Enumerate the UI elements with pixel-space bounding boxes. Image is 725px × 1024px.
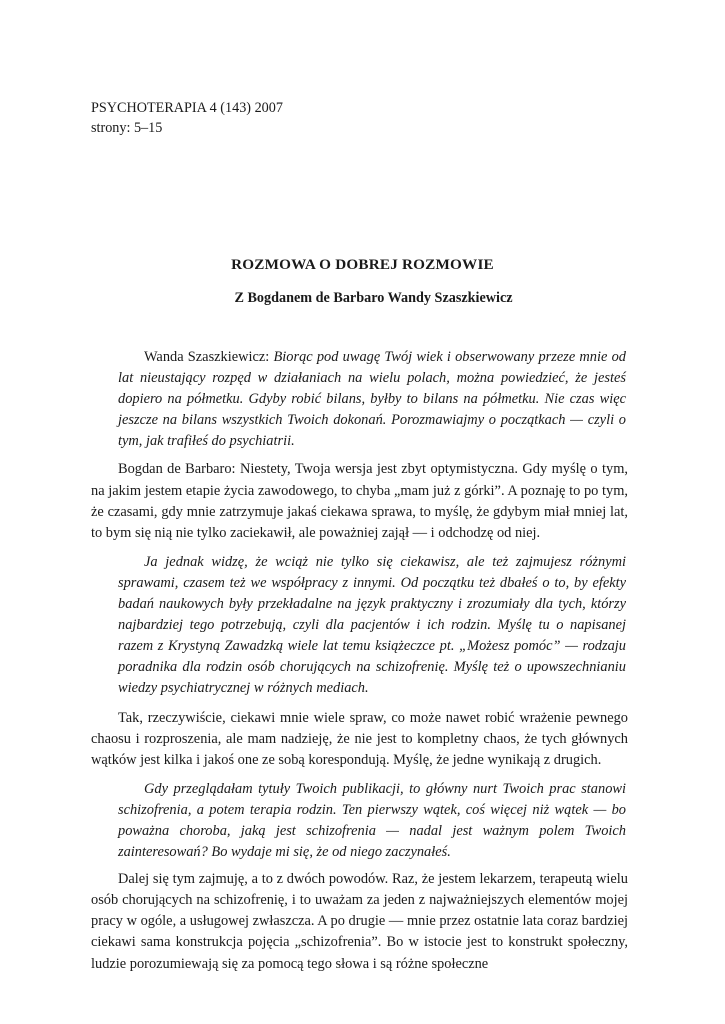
journal-header	[91, 98, 283, 138]
question-paragraph: Ja jednak widzę, że wciąż nie tylko się ciekawisz, ale też zajmujesz różnymi sprawami, czasem też we współpracy z innymi. Od początku też dbałeś o to, by efekty badań naukowych były przekładalne na język praktyczny i zrozumiały dla tych, którzy najbardziej tego potrzebują, czyli dla pacjentów i ich rodzin. Myślę tu o napisanej razem z Krystyną Zawadzką wiele lat temu książeczce pt. „Możesz pomóc” — rodzaju poradnika dla rodzin osób chorujących na schizofrenię. Myślę też o upowszechnianiu wiedzy psychiatrycznej w różnych mediach.	[118, 553, 626, 697]
answer-paragraph: Bogdan de Barbaro: Niestety, Twoja wersja jest zbyt optymistyczna. Gdy myślę o tym, na jakim jestem etapie życia zawodowego, to chyba „mam już z górki”. A poznaję to po tym, że czasami, gdy mnie zatrzymuje jakaś ciekawa sprawa, to myślę, że gdybym miał mniej lat, to bym się nią nie tylko zaciekawił, ale poważniej zajął — i odchodzę od niej.	[91, 461, 628, 541]
question-paragraph	[118, 347, 626, 452]
answer-paragraph: Tak, rzeczywiście, ciekawi mnie wiele spraw, co może nawet robić wrażenie pewnego chaosu i rozproszenia, ale mam nadzieję, że nie jest to kompletny chaos, że tych głównych wątków jest kilka i jakoś one ze sobą korespondują. Myślę, że jedne wynikają z drugich.	[91, 709, 628, 768]
article-subtitle: Z Bogdanem de Barbaro Wandy Szaszkiewicz	[234, 290, 513, 306]
journal-pages-line: strony: 5–15	[91, 120, 163, 136]
question-speaker: Wanda Szaszkiewicz:	[144, 349, 274, 365]
question-paragraph: Gdy przeglądałam tytuły Twoich publikacji, to główny nurt Twoich prac stanowi schizofrenia, a potem terapia rodzin. Ten pierwszy wątek, coś więcej niż wątek — bo poważna choroba, jaką jest schizofrenia — nadal jest ważnym polem Twoich zainteresowań? Bo wydaje mi się, że od niego zaczynałeś.	[118, 780, 626, 861]
article-title: ROZMOWA O DOBREJ ROZMOWIE	[231, 256, 494, 273]
question-text: Biorąc pod uwagę Twój wiek i obserwowany przeze mnie od lat nieustający rozpęd w działaniach na wielu polach, można powiedzieć, że jesteś dopiero na półmetku. Gdyby robić bilans, byłby to bilans na półmetku. Nie czas więc jeszcze na bilans wszystkich Twoich dokonań. Porozmawiajmy o początkach — czyli o tym, jak trafiłeś do psychiatrii.	[118, 349, 626, 450]
journal-issue-line: PSYCHOTERAPIA 4 (143) 2007	[91, 100, 283, 116]
article-body	[91, 347, 628, 975]
answer-paragraph: Dalej się tym zajmuję, a to z dwóch powodów. Raz, że jestem lekarzem, terapeutą wielu osób chorujących na schizofrenię, i to uważam za jeden z najważniejszych elementów mojej pracy w ogóle, a usługowej zwłaszcza. A po drugie — mnie przez ostatnie lata coraz bardziej ciekawi sama konstrukcja pojęcia „schizofrenia”. Bo w istocie jest to konstrukt społeczny, ludzie porozumiewają się za pomocą tego słowa i są różne społeczne	[91, 871, 628, 972]
